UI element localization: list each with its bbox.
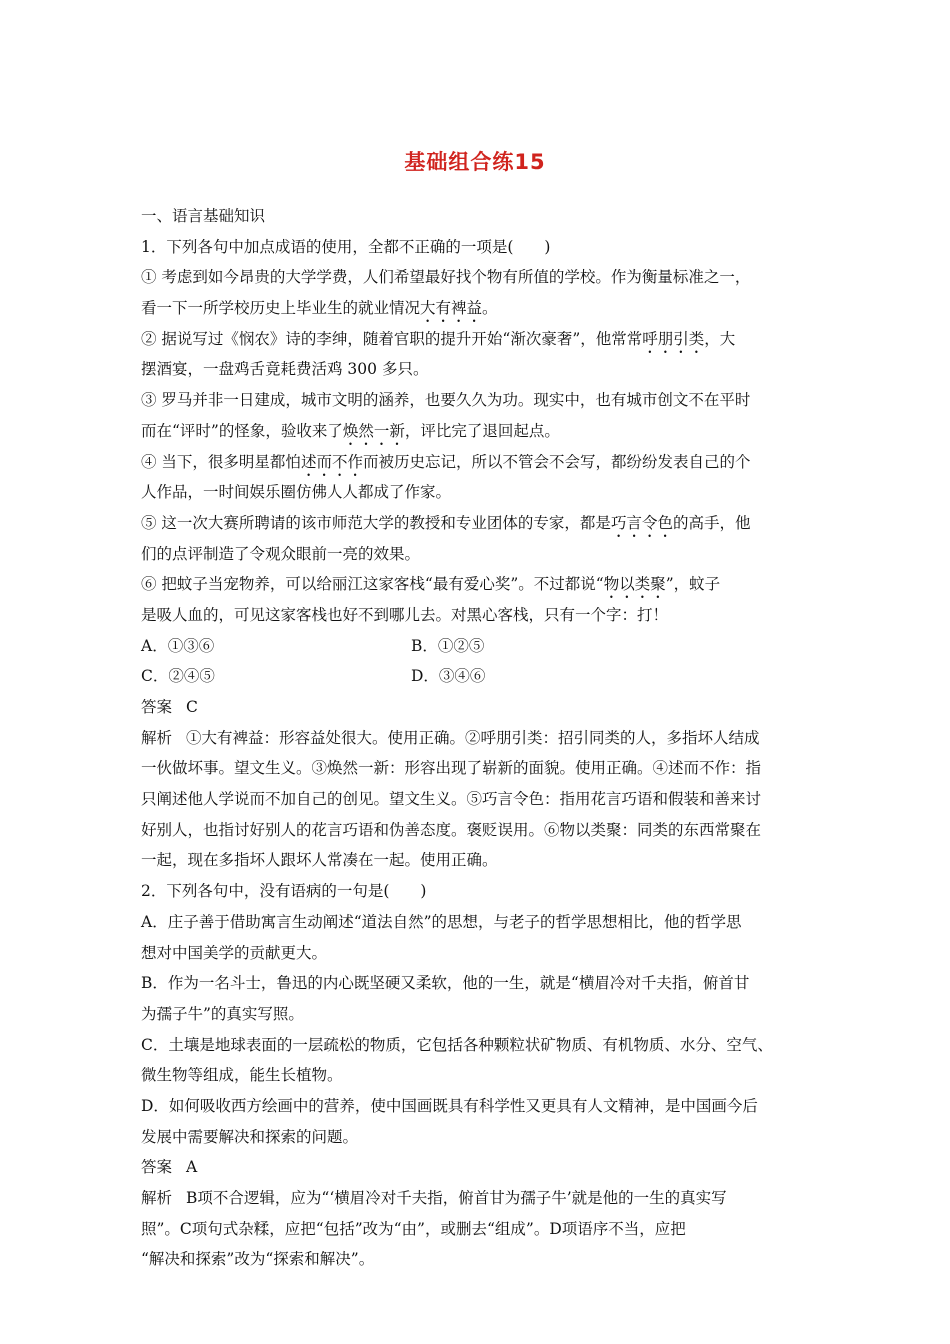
item-text: ④ 当下，很多明星都怕 (141, 452, 301, 471)
item-text: ② 据说写过《悯农》诗的李绅，随着官职的提升开始“渐次豪奢”，他常常 (141, 329, 643, 348)
answer-label: 答案 (141, 1158, 173, 1177)
analysis-label: 解析 (141, 1189, 173, 1207)
q1-item-3-line-1 (141, 385, 817, 416)
dotted-idiom: 大有裨益 (420, 299, 483, 318)
analysis-text: ①大有裨益：形容益处很大。使用正确。②呼朋引类：招引同类的人，多指坏人结成 (186, 728, 760, 747)
q2-option-b-line-1: B．作为一名斗士，鲁迅的内心既坚硬又柔软，他的一生，就是“横眉冷对千夫指，俯首甘 (141, 974, 750, 993)
item-text: ⑤ 这一次大赛所聘请的该市师范大学的教授和专业团体的专家，都是 (141, 513, 611, 532)
q1-analysis-line-2: 一伙做坏事。望文生义。③焕然一新：形容出现了崭新的面貌。使用正确。④述而不作：指 (141, 759, 762, 778)
q2-option-a-line-1: A．庄子善于借助寓言生动阐述“道法自然”的思想，与老子的哲学思想相比，他的哲学思 (141, 912, 742, 931)
q1-item-3-line-2 (141, 416, 817, 447)
q2-analysis-line-2: 照”。C项句式杂糅，应把“包括”改为“由”，或删去“组成”。D项语序不当，应把 (141, 1219, 686, 1238)
item-text: 而在“评时”的怪象，验收来了 (141, 421, 343, 440)
q1-options-row-1 (141, 631, 817, 662)
q1-item-4-line-1 (141, 447, 817, 478)
item-text: ”，蚊子 (665, 575, 721, 594)
q2-analysis-line-3: “解决和探索”改为“探索和解决”。 (141, 1250, 375, 1269)
section-heading: 一、语言基础知识 (141, 207, 266, 225)
q1-item-4-line-2: 人作品，一时间娱乐圈仿佛人人都成了作家。 (141, 483, 452, 502)
answer-value: C (186, 698, 198, 716)
dotted-idiom: 巧言令色 (610, 513, 673, 532)
option-a: A．①③⑥ (141, 636, 215, 655)
question-1-stem: 1．下列各句中加点成语的使用，全都不正确的一项是( ) (141, 237, 551, 256)
q1-item-2-line-2: 摆酒宴，一盘鸡舌竟耗费活鸡 300 多只。 (141, 360, 429, 379)
dotted-idiom: 呼朋引类 (642, 329, 705, 348)
q1-analysis-line-5: 一起，现在多指坏人跟坏人常凑在一起。使用正确。 (141, 851, 498, 870)
item-text: ，大 (704, 329, 736, 348)
q1-item-6-line-1 (141, 569, 817, 600)
document-body (141, 201, 817, 1275)
q1-options-row-2 (141, 661, 817, 692)
answer-label: 答案 (141, 698, 173, 716)
q2-option-b-line-2: 为孺子牛”的真实写照。 (141, 1004, 304, 1023)
dotted-idiom: 物以类聚 (603, 575, 666, 594)
q1-item-5-line-1 (141, 508, 817, 539)
item-text: ⑥ 把蚊子当宠物养，可以给丽江这家客栈“最有爱心奖”。不过都说“ (141, 575, 604, 594)
q1-analysis-line-3: 只阐述他人学说而不加自己的创见。望文生义。⑤巧言令色：指用花言巧语和假装和善来讨 (141, 790, 762, 809)
q2-option-d-line-2: 发展中需要解决和探索的问题。 (141, 1127, 359, 1146)
q1-answer (141, 692, 817, 723)
analysis-label: 解析 (141, 728, 173, 747)
analysis-text: B项不合逻辑，应为“‘横眉冷对千夫指，俯首甘为孺子牛’就是他的一生的真实写 (186, 1189, 727, 1207)
q1-analysis-line-4: 好别人，也指讨好别人的花言巧语和伪善态度。褒贬误用。⑥物以类聚：同类的东西常聚在 (141, 820, 762, 839)
item-text: ③ 罗马并非一日建成，城市文明的涵养，也要久久为功。现实中，也有城市创文不在平时 (141, 391, 751, 410)
q2-option-d-line-1: D．如何吸收西方绘画中的营养，使中国画既具有科学性又更具有人文精神，是中国画今后 (141, 1096, 758, 1115)
dotted-idiom: 焕然一新 (342, 421, 405, 440)
item-text: 而被历史忘记，所以不管会不会写，都纷纷发表自己的个 (362, 452, 751, 471)
q1-analysis-line-1 (141, 723, 817, 754)
dotted-idiom: 述而不作 (300, 452, 363, 471)
item-text: 看一下一所学校历史上毕业生的就业情况 (141, 299, 421, 318)
question-2-stem: 2．下列各句中，没有语病的一句是( ) (141, 882, 427, 901)
item-text: ，评比完了退回起点。 (404, 421, 560, 440)
q1-item-1-line-2 (141, 293, 817, 324)
page-title: 基础组合练15 (404, 150, 546, 174)
q1-item-1-line-1 (141, 262, 817, 293)
item-text: 。 (482, 299, 498, 318)
option-c: C．②④⑤ (141, 667, 215, 686)
q1-item-2-line-1 (141, 324, 817, 355)
q1-item-6-line-2: 是吸人血的，可见这家客栈也好不到哪儿去。对黑心客栈，只有一个字：打！ (141, 605, 669, 624)
q2-option-c-line-1: C．土壤是地球表面的一层疏松的物质，它包括各种颗粒状矿物质、有机物质、水分、空气、 (141, 1035, 773, 1054)
option-d: D．③④⑥ (411, 667, 486, 686)
q2-option-c-line-2: 微生物等组成，能生长植物。 (141, 1066, 343, 1085)
q2-option-a-line-2: 想对中国美学的贡献更大。 (141, 943, 328, 962)
answer-value: A (186, 1158, 198, 1177)
item-text: 的高手，他 (672, 513, 751, 532)
q1-item-5-line-2: 们的点评制造了令观众眼前一亮的效果。 (141, 544, 421, 563)
option-b: B．①②⑤ (411, 636, 485, 655)
q2-answer (141, 1152, 817, 1183)
q2-analysis-line-1 (141, 1183, 817, 1214)
item-text: ① 考虑到如今昂贵的大学学费，人们希望最好找个物有所值的学校。作为衡量标准之一， (141, 268, 751, 287)
